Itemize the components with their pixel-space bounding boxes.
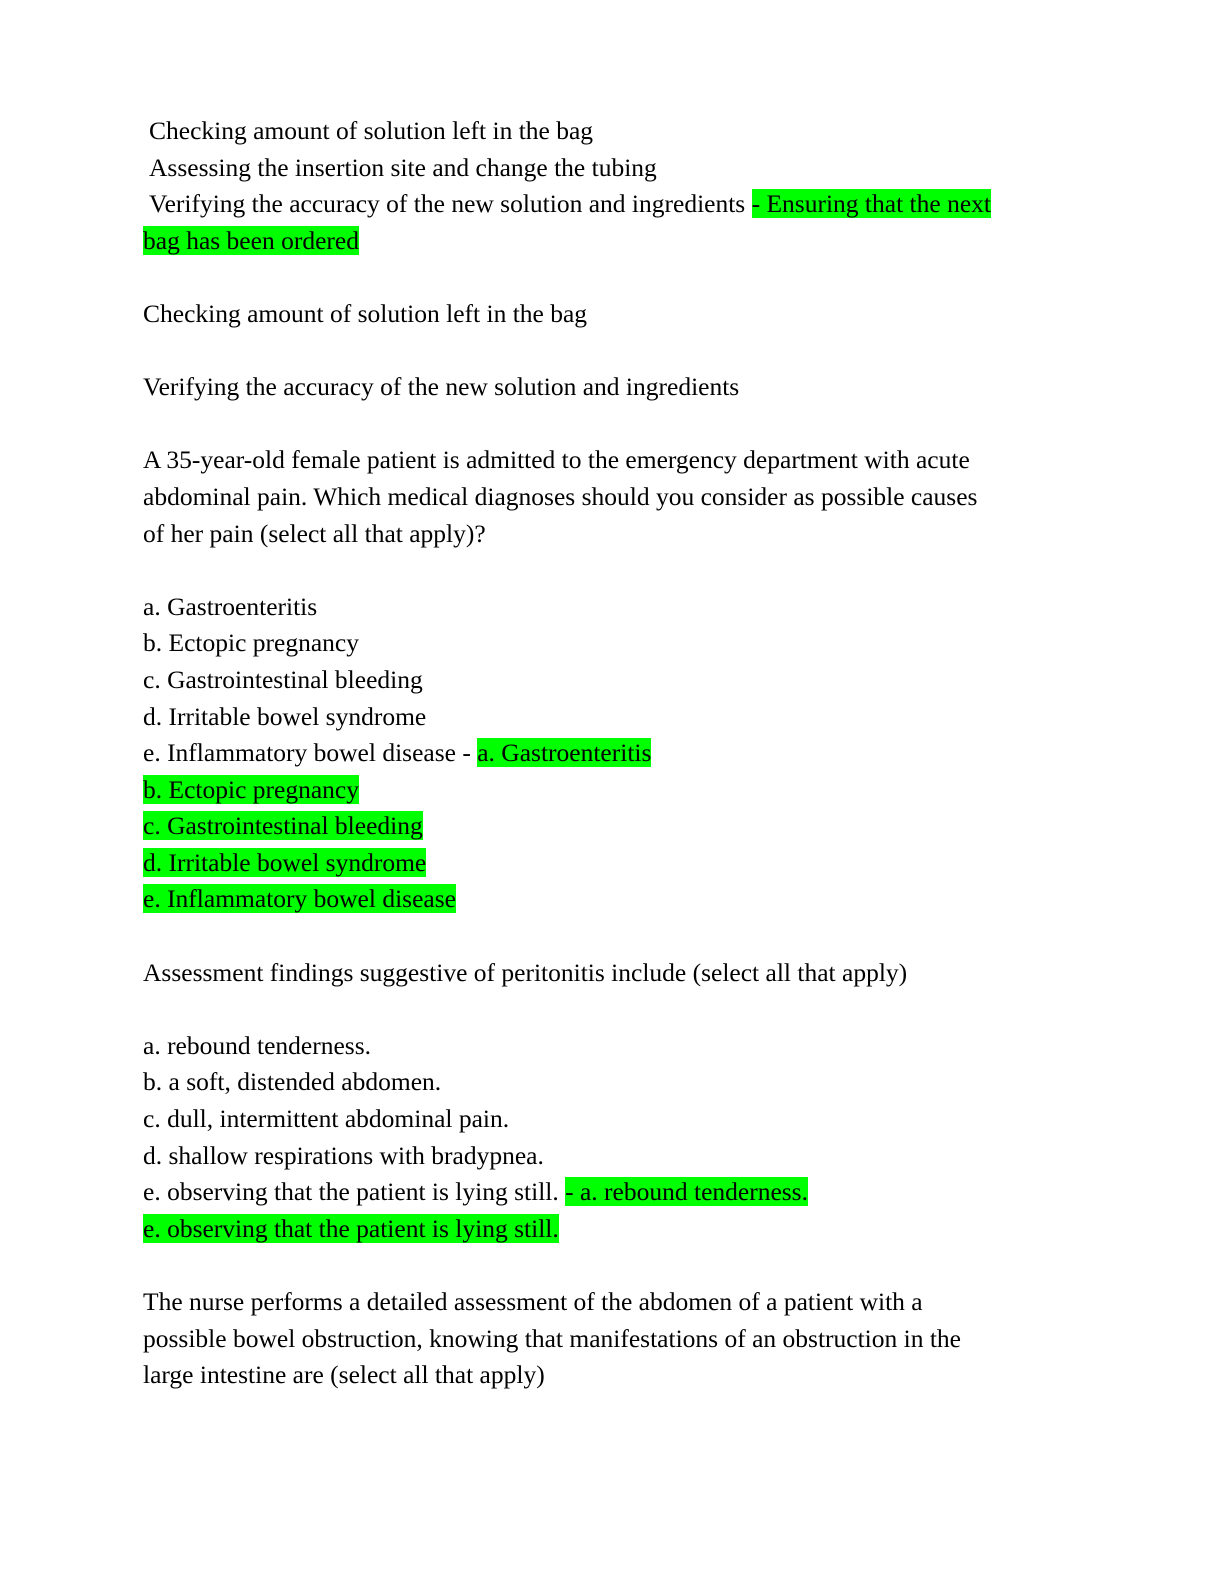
text-line: Checking amount of solution left in the bag: [149, 116, 594, 145]
text-line: Verifying the accuracy of the new solution and ingredients - Ensuring that the next: [149, 189, 991, 219]
question-line: possible bowel obstruction, knowing that manifestations of an obstruction in the: [143, 1323, 962, 1353]
spacer: [143, 918, 1083, 955]
choice-line: d. shallow respirations with bradypnea.: [143, 1140, 544, 1170]
highlighted-answer: - a. rebound tenderness.: [565, 1177, 808, 1207]
highlighted-answer: - Ensuring that the next: [751, 189, 991, 219]
spacer: [143, 259, 1083, 296]
answer-line: [143, 845, 1083, 882]
choice-line: b. a soft, distended abdomen.: [143, 1067, 442, 1097]
spacer: [143, 991, 1083, 1028]
highlighted-answer: b. Ectopic pregnancy: [143, 774, 359, 804]
spacer: [143, 552, 1083, 589]
spacer: [143, 1247, 1083, 1284]
highlighted-answer: e. Inflammatory bowel disease: [143, 884, 456, 914]
question-line: The nurse performs a detailed assessment of the abdomen of a patient with a: [143, 1287, 923, 1316]
question-line: A 35-year-old female patient is admitted to the emergency department with acute: [143, 445, 970, 475]
text-line: Checking amount of solution left in the bag: [143, 298, 588, 328]
text-line: [143, 223, 1083, 260]
highlighted-answer: d. Irritable bowel syndrome: [143, 847, 427, 877]
question-line: abdominal pain. Which medical diagnoses should you consider as possible causes: [143, 481, 978, 511]
question-line: of her pain (select all that apply)?: [143, 518, 486, 548]
highlighted-answer: e. observing that the patient is lying still.: [143, 1213, 559, 1243]
choice-line: a. Gastroenteritis: [143, 591, 318, 621]
choice-line: c. dull, intermittent abdominal pain.: [143, 1104, 510, 1134]
highlighted-answer: c. Gastrointestinal bleeding: [143, 811, 423, 841]
choice-line: c. Gastrointestinal bleeding: [143, 664, 423, 694]
spacer: [143, 406, 1083, 443]
choice-line: d. Irritable bowel syndrome: [143, 701, 427, 731]
answer-line: [143, 772, 1083, 809]
question-line: large intestine are (select all that apply): [143, 1360, 545, 1390]
choice-line: b. Ectopic pregnancy: [143, 628, 359, 658]
answer-line: [143, 881, 1083, 918]
text-line: Verifying the accuracy of the new solution and ingredients: [143, 372, 740, 402]
choice-line: a. rebound tenderness.: [143, 1030, 372, 1060]
answer-line: [143, 808, 1083, 845]
answer-line: [143, 1211, 1083, 1248]
spacer: [143, 333, 1083, 370]
question-line: Assessment findings suggestive of peritonitis include (select all that apply): [143, 957, 908, 987]
document-page: [143, 113, 1083, 1394]
highlighted-answer: a. Gastroenteritis: [477, 738, 652, 768]
text-line: Assessing the insertion site and change the tubing: [149, 152, 657, 182]
highlighted-answer: bag has been ordered: [143, 225, 359, 255]
choice-line: e. Inflammatory bowel disease - a. Gastroenteritis: [143, 738, 652, 768]
choice-line: e. observing that the patient is lying still. - a. rebound tenderness.: [143, 1177, 808, 1207]
